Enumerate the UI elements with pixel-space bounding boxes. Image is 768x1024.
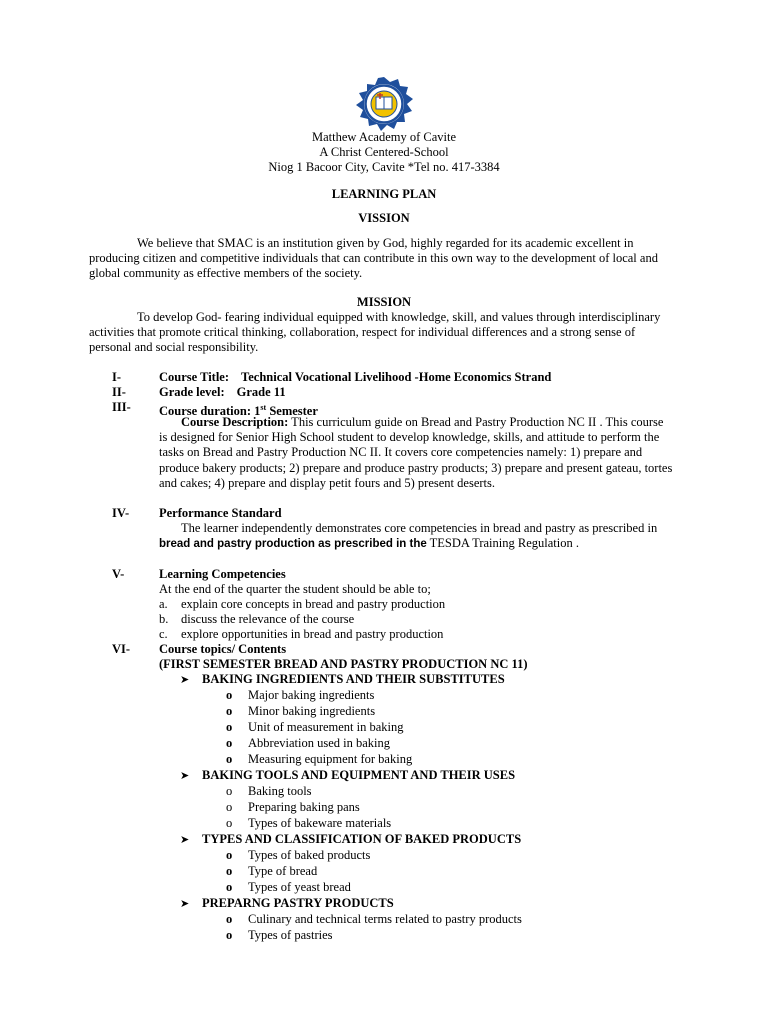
arrow-bullet-icon: ➤ (180, 769, 190, 782)
topic-heading: ➤ BAKING INGREDIENTS AND THEIR SUBSTITUTES (180, 672, 505, 686)
topic-item: o Major baking ingredients (226, 688, 375, 702)
arrow-bullet-icon: ➤ (180, 897, 190, 910)
topic-item: o Type of bread (226, 864, 318, 878)
topic-item: o Types of bakeware materials (226, 816, 392, 830)
mission-heading: MISSION (356, 295, 412, 309)
topic-heading: ➤ PREPARNG PASTRY PRODUCTS (180, 896, 394, 910)
topic-item: o Measuring equipment for baking (226, 752, 413, 766)
topic-item: o Types of baked products (226, 848, 371, 862)
topic-item: o Abbreviation used in baking (226, 736, 390, 750)
school-name: Matthew Academy of Cavite (311, 130, 457, 144)
competency-item: b. discuss the relevance of the course (159, 612, 355, 626)
topic-item: o Types of pastries (226, 928, 333, 942)
school-address: Niog 1 Bacoor City, Cavite *Tel no. 417-3384 (268, 160, 500, 174)
competencies-intro: At the end of the quarter the student should be able to; (159, 582, 431, 596)
course-description: Course Description: This curriculum guide on Bread and Pastry Production NC II . This course is designed for Senior High School student to develop knowledge, skills, and attitude to perform the tasks on Bread and Pastry Production NC II. It covers core competencies namely: 1) prepare and produce bakery products; 2) prepare and produce pastry products; 3) prepare and present gateau, tortes and cakes; 4) prepare and display petit fours and 5) present deserts. (159, 415, 673, 490)
arrow-bullet-icon: ➤ (180, 833, 190, 846)
competency-item: a. explain core concepts in bread and pastry production (159, 597, 446, 611)
school-motto: A Christ Centered-School (319, 145, 449, 159)
vision-heading: VISSION (358, 211, 410, 225)
topic-heading: ➤ BAKING TOOLS AND EQUIPMENT AND THEIR USES (180, 768, 516, 782)
topic-item: o Minor baking ingredients (226, 704, 376, 718)
mission-text: To develop God- fearing individual equipped with knowledge, skill, and values through interdisciplinary activities that promote critical thinking, collaboration, respect for individual differences and a strong sense of personal and social responsibility. (89, 310, 661, 354)
topic-heading: ➤ TYPES AND CLASSIFICATION OF BAKED PRODUCTS (180, 832, 522, 846)
competency-item: c. explore opportunities in bread and pastry production (159, 627, 444, 641)
topic-item: o Culinary and technical terms related to pastry products (226, 912, 522, 926)
topic-item: o Preparing baking pans (226, 800, 360, 814)
topic-item: o Unit of measurement in baking (226, 720, 404, 734)
document-page: Matthew Academy of Cavite A Christ Centered-School Niog 1 Bacoor City, Cavite *Tel no. 417-3384 LEARNING PLAN VISSION We believe that SMAC is an institution given by God, highly regarded for its academic excellent in producing citizen and competitive individuals that can contribute in this own way to the development of local and global community as effective members of the society. MISSION To develop God- fearing individual equipped with knowledge, skill, and values through interdisciplinary activities that promote critical thinking, collaboration, respect for individual differences and a strong sense of personal and social responsibility. I- Course Title: Technical Vocational Livelihood -Home Economics Strand II- Grade level: Grade 11 III- Course duration: 1st Semester Course Description: This curriculum guide on Bread and Pastry Production NC II . This course is designed for Senior High School student to develop knowledge, skills, and attitude to perform the tasks on Bread and Pastry Production NC II. It covers core competencies namely: 1) prepare and produce bakery products; 2) prepare and produce pastry products; 3) prepare and present gateau, tortes and cakes; 4) prepare and display petit fours and 5) present deserts. IV- Performance Standard The learner independently demonstrates core competencies in bread and pastry as prescribed in bread and pastry production as prescribed in the TESDA Training Regulation . V- Learning Competencies At the end of the quarter the student should be able to; a. explain core concepts in bread and pastry production b. discuss the relevance of the course c. explore opportunities in bread and pastry production VI- Course topics/ Contents (FIRST SEMESTER BREAD AND PASTRY PRODUCTION NC 11) ➤ BAKING INGREDIENTS AND THEIR SUBSTITUTES o Major baking ingredients o Minor baking ingredients o Unit of measurement in baking o Abbreviation used in baking o Measuring equipment for baking ➤ BAKING TOOLS AND EQUIPMENT AND THEIR USES o Baking tools o Preparing baking pans o Types of bakeware materials ➤ TYPES AND CLASSIFICATION OF BAKED PRODUCTS o Types of baked products o Type of bread o Types of yeast bread ➤ PREPARNG PASTRY PRODUCTS o Culinary and technical terms related to pastry products o Types of pastries (0, 0, 768, 1024)
semester-heading: (FIRST SEMESTER BREAD AND PASTRY PRODUCTION NC 11) (159, 657, 528, 671)
topic-item: o Baking tools (226, 784, 312, 798)
school-seal-logo (352, 76, 416, 134)
plan-title: LEARNING PLAN (331, 187, 437, 201)
performance-text: The learner independently demonstrates core competencies in bread and pastry as prescribed in bread and pastry production as prescribed in the TESDA Training Regulation . (159, 521, 658, 551)
arrow-bullet-icon: ➤ (180, 673, 190, 686)
topic-item: o Types of yeast bread (226, 880, 351, 894)
vision-text: We believe that SMAC is an institution given by God, highly regarded for its academic excellent in producing citizen and competitive individuals that can contribute in this own way to the development of local and global community as effective members of the society. (89, 236, 658, 280)
